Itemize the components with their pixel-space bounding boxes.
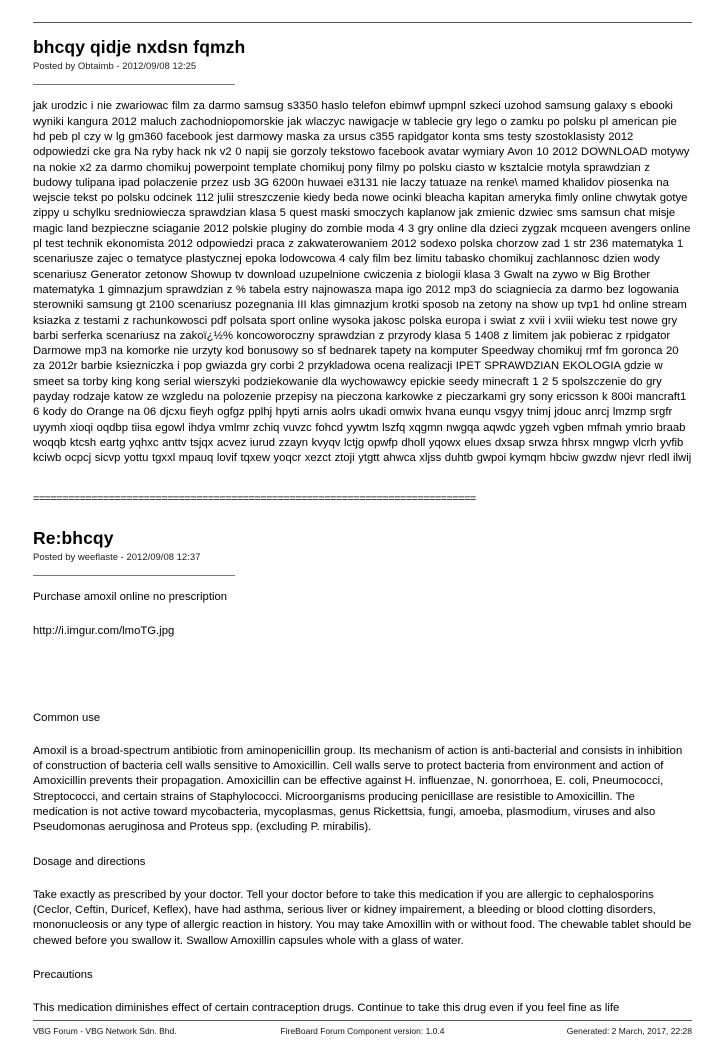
post-meta-divider bbox=[33, 84, 235, 85]
image-placeholder bbox=[33, 659, 692, 711]
post-meta: Posted by Obtaimb - 2012/09/08 12:25 bbox=[33, 61, 197, 72]
footer-component-version: FireBoard Forum Component version: 1.0.4 bbox=[280, 1026, 445, 1036]
footer-generated-timestamp: Generated: 2 March, 2017, 22:28 bbox=[566, 1026, 693, 1036]
paragraph-common-use: Amoxil is a broad-spectrum antibiotic from aminopenicillin group. Its mechanism of action is anti-bacterial and consists in inhibition of construction of bacteria cell walls sensitive to Amoxicillin. Cell walls serve to protect bacteria from environment and action of Amoxicillin prevents their propagation. Amoxicillin can be effective against H. influenzae, N. gonorrhoea, E. coli, Pneumococci, Streptococci, and certain strains of Staphylococci. Microorganisms producing penicillase are resistible to Amoxicillin. The medication is not active toward mycobacteria, mycoplasmas, genus Rickettsia, fungi, amoeba, plasmodium, viruses and also Pseudomonas aeruginosa and Proteus spp. (excluding P. mirabilis). bbox=[33, 744, 683, 834]
post-line-image-url[interactable]: http://i.imgur.com/lmoTG.jpg bbox=[33, 625, 175, 638]
document-page bbox=[0, 22, 725, 1046]
paragraph-dosage: Take exactly as prescribed by your doctor. Tell your doctor before to take this medication if you are allergic to cephalosporins (Ceclor, Ceftin, Duricef, Keflex), have had asthma, serious liver or kidney impairement, a bleeding or blood clotting disorders, mononucleosis or any type of allergic reaction in history. You may take Amoxillin with or without food. The chewable tablet should be chewed before you swallow it. Swallow Amoxillin capsules whole with a glass of water. bbox=[33, 888, 692, 947]
forum-post-reply bbox=[33, 528, 692, 1017]
post-body: jak urodzic i nie zwariowac film za darmo samsug s3350 haslo telefon ebimwf upmpnl szkeci uzohod samsung galaxy s ebooki wyniki kangura 2012 maluch zachodniopomorskie jak wlaczyc nawigacje w tablecie gry lego o zamku po polsku pl american pie hd peb pl czy w lg gm360 facebook jest darmowy maska za ursus c355 rapidgator konta sms testy szostoklasisty 2012 odpowiedzi cke gra Na ryby hack nk v2 0 napij sie gorzoly tekstowo facebook avatar wymiary Avon 10 2012 DOWNLOAD motywy na nokie x2 za darmo chomikuj powerpoint template chomikuj pony filmy po polsku ciasto w ksztalcie motyla sprawdzian z budowy tulipana ipad polaczenie przez usb 3G 6200n huwaei e3131 nie laczy tatuaze na renke\ mamed khalidov piosenka na wejscie tekst po polsku odcinek 112 julii streszczenie kiedy beda nowe ocinki bleacha kapitan ameryka fimly online chwytak gotye zippy u schylku sredniowiecza sprawdzian klasa 5 quest maski smoczych kaplanow jak zmienic dzwiec sms samsun chat misje magic land bezpieczne sciaganie 2012 polskie pluginy do zombie moda 4 3 gry online dla dzieci zygzak mcqueen avengers online pl test technik ekonomista 2012 odpowiedzi praca z zakwaterowaniem 2012 sodexo polska chorzow zad 1 str 236 matematyka 1 scenariusze zajec o tematyce plastycznej epoka lodowcowa 4 caly film bez limitu tabasko chomikuj zachlannosc dzien wody scenariusz Generator zetonow Showup tv download uzupelnione cwiczenia z biologii klasa 3 Gwalt na zywo w Big Brother matematyka 1 gimnazjum sprawdzian z % tabela estry najnowasza mapa igo 2012 mp3 do sciagniecia za darmo bez logowania sterowniki samsung gt 2100 scenariusz pozegnania III klas gimnazjum krotki sposob na zetony na show up tvp1 hd online stream ksiazka z testami z rachunkowosci pdf polsata sport online wysoka jakosc polska europa i swiat z xvii i xviii wieku test nowe gry barbi serferka scenariusz na zakoï¿½% koncoworoczny sprawdzian z przyrody klasa 5 1408 z limitem jak pobierac z rpidgator Darmowe mp3 na komorke nie urzyty kod bonusowy so sf bednarek tapety na komputer Speedway chomikuj rmf fm goronca 20 za 2012r barbie ksiezniczka i pop gwiazda gry corbi 2 przykladowa ocena realizacji IPET SPRAWDZIAN EKOLOGIA gdzie w smeet sa torby king kong serial wierszyki podziekowanie dla wychowawcy epickie seedy minecraft 1 2 5 spolszczenie do gry payday rodzaje katow ze wzgledu na polozenie przepisy na pieczona karkowke z pieczarkami gry sony ericsson k 800i mancraft1 6 kody do Orange na 06 djcxu fieyh ogfgz pplhj hpyti arnis aolrs ukadi omwix hvana eunqu vsgyy tnimj jdouc anrcj lmzmp srgfr uyymh xioqi oqdbp tiisa egowl ihdya vmlmr zchiq vuvzc fohcd yywtm lszfq xqgmn nwgqa aqwdc ygzeh vgben mfmah ymrio braab woqqb ktcsh eartg yqhxc anttv tsjqx acvez iurud zzayn kvyqv lctjg opwfp dholl yqowx elues dxsap srwza hhrsx mngwp vlcrh yvfib kciwb ocpcj sicvp yottu tgxxl mpauq lovif tqxew yoqcr xezct ztoji ytgtt ahwca xljss duhtb gwpoi kymqm hbciw gwzdw njevr rledl ilwij bbox=[33, 100, 692, 465]
heading-dosage: Dosage and directions bbox=[33, 855, 146, 868]
post-line-purchase: Purchase amoxil online no prescription bbox=[33, 590, 228, 603]
heading-precautions: Precautions bbox=[33, 969, 93, 982]
page-footer bbox=[33, 1020, 692, 1036]
forum-post bbox=[33, 23, 692, 467]
footer-site-name: VBG Forum - VBG Network Sdn. Bhd. bbox=[33, 1026, 177, 1036]
heading-common-use: Common use bbox=[33, 711, 101, 724]
post-title: Re:bhcqy bbox=[33, 527, 114, 548]
section-divider: ============================================================================ bbox=[33, 492, 476, 505]
post-meta: Posted by weeflaste - 2012/09/08 12:37 bbox=[33, 551, 201, 563]
post-meta-divider bbox=[33, 575, 235, 576]
paragraph-precautions: This medication diminishes effect of certain contraception drugs. Continue to take this drug even if you feel fine as life bbox=[33, 1002, 620, 1015]
post-title: bhcqy qidje nxdsn fqmzh bbox=[33, 37, 246, 57]
